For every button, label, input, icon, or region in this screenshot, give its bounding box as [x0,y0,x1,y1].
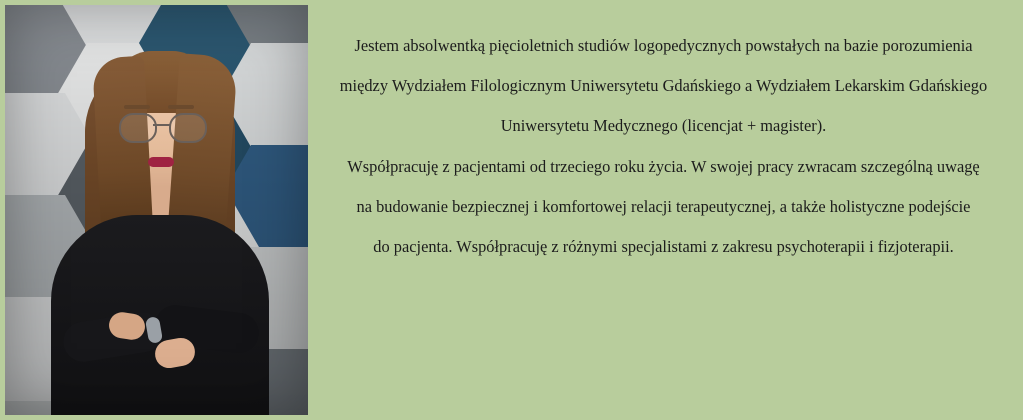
bio-line: Jestem absolwentką pięcioletnich studiów logopedycznych powstałych na bazie porozumienia [354,36,973,55]
portrait-photo-image [5,5,308,415]
bio-paragraph [330,26,997,267]
bio-line: do pacjenta. Współpracuję z różnymi specjalistami z zakresu psychoterapii i fizjoterapii. [373,236,954,256]
glasses-icon [117,113,207,139]
bio-line: Współpracuję z pacjentami od trzeciego roku życia. W swojej pracy zwracam szczególną uwagę [347,156,980,176]
portrait-photo [5,5,308,415]
bio-line: na budowanie bezpiecznej i komfortowej relacji terapeutycznej, a także holistyczne podejście [356,196,971,216]
bio-line: między Wydziałem Filologicznym Uniwersytetu Gdańskiego a Wydziałem Lekarskim Gdańskiego [339,76,988,96]
bio-line: Uniwersytetu Medycznego (licencjat + magister). [500,116,827,136]
person-figure [5,5,308,415]
bio-text-column [308,0,1023,267]
